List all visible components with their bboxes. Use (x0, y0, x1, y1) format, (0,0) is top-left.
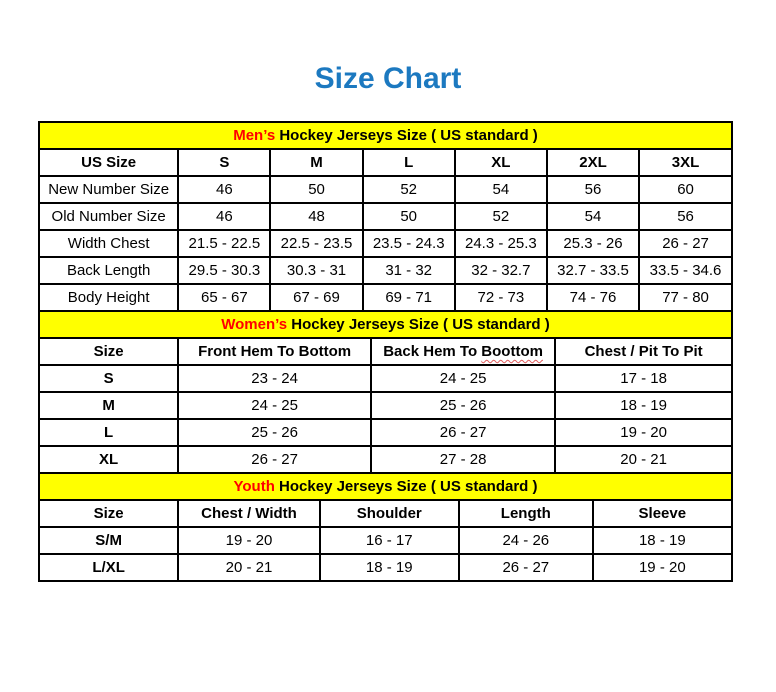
table-row (39, 257, 732, 284)
row-label: New Number Size (39, 176, 178, 203)
size-value: 67 - 69 (270, 284, 362, 311)
size-value: 29.5 - 30.3 (178, 257, 270, 284)
row-label: M (39, 392, 178, 419)
mens-section-banner (39, 122, 732, 149)
size-value: 74 - 76 (547, 284, 639, 311)
row-label: L (39, 419, 178, 446)
column-header: XL (455, 149, 547, 176)
column-header: Size (39, 500, 178, 527)
size-value: 32 - 32.7 (455, 257, 547, 284)
row-label: S (39, 365, 178, 392)
size-value: 54 (455, 176, 547, 203)
size-value: 18 - 19 (320, 554, 459, 581)
womens-banner-highlight: Women’s (221, 316, 288, 333)
column-header: Shoulder (320, 500, 459, 527)
table-row (39, 419, 732, 446)
column-header: Sleeve (593, 500, 732, 527)
mens-banner-text: Hockey Jerseys Size ( US standard ) (279, 127, 538, 144)
row-label: XL (39, 446, 178, 473)
table-row (39, 230, 732, 257)
size-value: 52 (455, 203, 547, 230)
size-value: 31 - 32 (363, 257, 455, 284)
column-header: Chest / Pit To Pit (555, 338, 732, 365)
size-value: 23.5 - 24.3 (363, 230, 455, 257)
size-value: 24 - 25 (178, 392, 371, 419)
mens-size-table (38, 121, 733, 312)
youth-banner-text: Hockey Jerseys Size ( US standard ) (279, 478, 538, 495)
size-value: 18 - 19 (593, 527, 732, 554)
row-label: S/M (39, 527, 178, 554)
column-header: US Size (39, 149, 178, 176)
size-value: 25.3 - 26 (547, 230, 639, 257)
size-value: 26 - 27 (639, 230, 732, 257)
table-row (39, 392, 732, 419)
womens-banner-text: Hockey Jerseys Size ( US standard ) (291, 316, 550, 333)
size-value: 50 (363, 203, 455, 230)
row-label: Width Chest (39, 230, 178, 257)
size-value: 72 - 73 (455, 284, 547, 311)
size-value: 23 - 24 (178, 365, 371, 392)
page-title: Size Chart (314, 62, 462, 95)
size-value: 16 - 17 (320, 527, 459, 554)
size-value: 17 - 18 (555, 365, 732, 392)
column-header-text: Back Hem To (383, 343, 482, 360)
size-value: 77 - 80 (639, 284, 732, 311)
size-value: 21.5 - 22.5 (178, 230, 270, 257)
column-header: Size (39, 338, 178, 365)
size-value: 19 - 20 (555, 419, 732, 446)
size-value: 56 (639, 203, 732, 230)
size-value: 24 - 25 (371, 365, 555, 392)
column-header-with-typo (371, 338, 555, 365)
row-label: Old Number Size (39, 203, 178, 230)
size-value: 22.5 - 23.5 (270, 230, 362, 257)
table-row (39, 527, 732, 554)
size-value: 32.7 - 33.5 (547, 257, 639, 284)
youth-size-table (38, 472, 733, 582)
size-value: 30.3 - 31 (270, 257, 362, 284)
column-header: Length (459, 500, 593, 527)
size-value: 26 - 27 (371, 419, 555, 446)
size-value: 18 - 19 (555, 392, 732, 419)
mens-banner-highlight: Men’s (233, 127, 276, 144)
table-row (39, 176, 732, 203)
spellcheck-underlined-word: Boottom (481, 343, 543, 360)
size-value: 48 (270, 203, 362, 230)
size-value: 54 (547, 203, 639, 230)
womens-section-banner (39, 311, 732, 338)
column-header: Front Hem To Bottom (178, 338, 371, 365)
size-value: 20 - 21 (555, 446, 732, 473)
size-value: 69 - 71 (363, 284, 455, 311)
youth-section-banner (39, 473, 732, 500)
table-row (39, 554, 732, 581)
size-chart (38, 121, 733, 582)
size-value: 25 - 26 (371, 392, 555, 419)
size-value: 26 - 27 (178, 446, 371, 473)
womens-size-table (38, 310, 733, 474)
size-value: 24 - 26 (459, 527, 593, 554)
size-value: 33.5 - 34.6 (639, 257, 732, 284)
table-row (39, 365, 732, 392)
size-value: 19 - 20 (178, 527, 319, 554)
size-value: 65 - 67 (178, 284, 270, 311)
table-row (39, 284, 732, 311)
column-header: 2XL (547, 149, 639, 176)
column-header: M (270, 149, 362, 176)
row-label: L/XL (39, 554, 178, 581)
row-label: Back Length (39, 257, 178, 284)
size-value: 26 - 27 (459, 554, 593, 581)
size-value: 20 - 21 (178, 554, 319, 581)
size-value: 19 - 20 (593, 554, 732, 581)
size-value: 25 - 26 (178, 419, 371, 446)
table-row (39, 203, 732, 230)
row-label: Body Height (39, 284, 178, 311)
column-header: Chest / Width (178, 500, 319, 527)
youth-banner-highlight: Youth (233, 478, 275, 495)
size-value: 24.3 - 25.3 (455, 230, 547, 257)
size-value: 52 (363, 176, 455, 203)
size-value: 46 (178, 203, 270, 230)
size-value: 60 (639, 176, 732, 203)
column-header: S (178, 149, 270, 176)
column-header: 3XL (639, 149, 732, 176)
size-value: 27 - 28 (371, 446, 555, 473)
column-header: L (363, 149, 455, 176)
table-row (39, 446, 732, 473)
size-value: 46 (178, 176, 270, 203)
size-value: 50 (270, 176, 362, 203)
size-value: 56 (547, 176, 639, 203)
